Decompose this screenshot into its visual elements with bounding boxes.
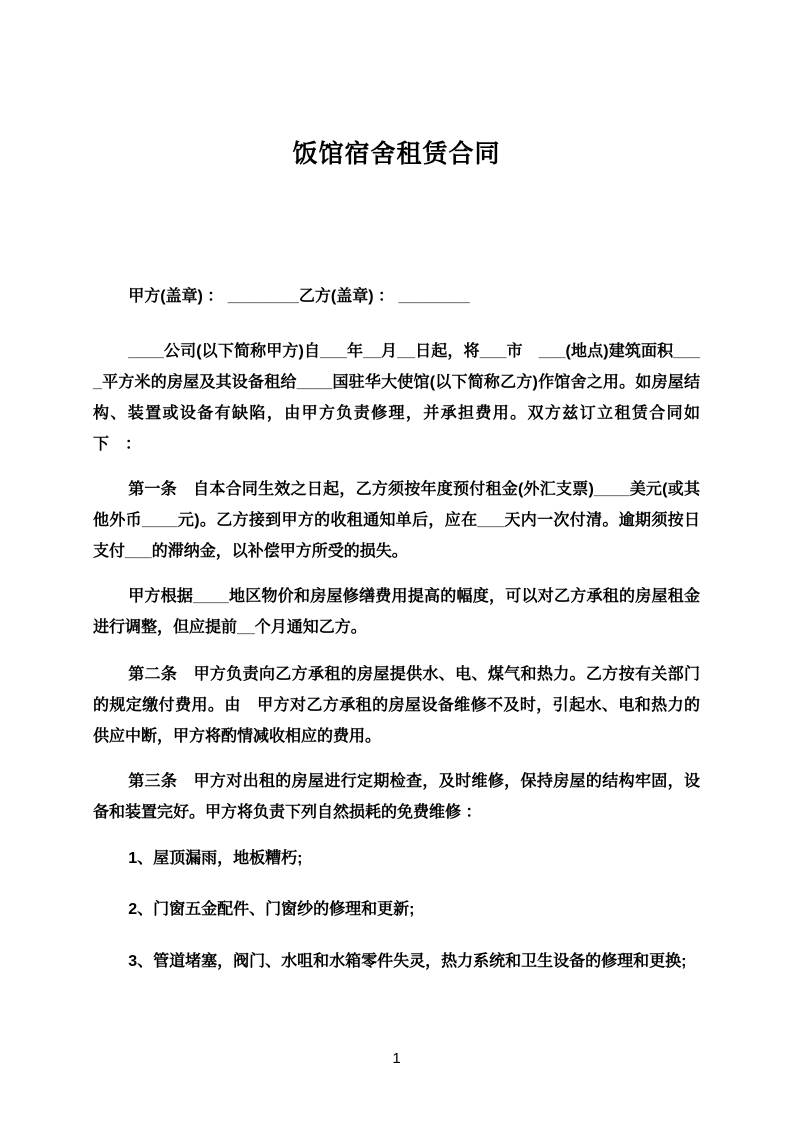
paragraph-intro: ____公司(以下简称甲方)自___年__月__日起，将___市 ___(地点)建筑面积____平方米的房屋及其设备租给____国驻华大使馆(以下简称乙方)作馆舍之用。如房屋结构、装置或设备有缺陷，由甲方负责修理，并承担费用。双方兹订立租赁合同如下 ： <box>93 343 700 453</box>
repair-list-item-1: 1、屋顶漏雨，地板糟朽; <box>128 850 303 867</box>
parties-signature-line: 甲方(盖章) ： ________乙方(盖章) ： ________ <box>128 288 470 305</box>
page-number: 1 <box>392 1050 401 1067</box>
repair-list-item-3: 3、管道堵塞，阀门、水咀和水箱零件失灵，热力系统和卫生设备的修理和更换; <box>128 953 687 970</box>
paragraph-article-1: 第一条 自本合同生效之日起，乙方须按年度预付租金(外汇支票)____美元(或其他外币____元)。乙方接到甲方的收租通知单后，应在___天内一次付清。逾期须按日支付___的滞纳金，以补偿甲方所受的损失。 <box>93 481 700 560</box>
paragraph-rent-adjustment: 甲方根据____地区物价和房屋修缮费用提高的幅度，可以对乙方承租的房屋租金进行调整，但应提前__个月通知乙方。 <box>93 588 700 636</box>
repair-list-item-2: 2、门窗五金配件、门窗纱的修理和更新; <box>128 901 415 918</box>
document-title: 饭馆宿舍租赁合同 <box>292 140 501 168</box>
paragraph-article-2: 第二条 甲方负责向乙方承租的房屋提供水、电、煤气和热力。乙方按有关部门的规定缴付费用。由 甲方对乙方承租的房屋设备维修不及时，引起水、电和热力的供应中断，甲方将酌情减收相应的费用。 <box>93 666 700 745</box>
paragraph-article-3: 第三条 甲方对出租的房屋进行定期检查，及时维修，保持房屋的结构牢固，设备和装置完好。甲方将负责下列自然损耗的免费维修 ： <box>93 773 700 821</box>
